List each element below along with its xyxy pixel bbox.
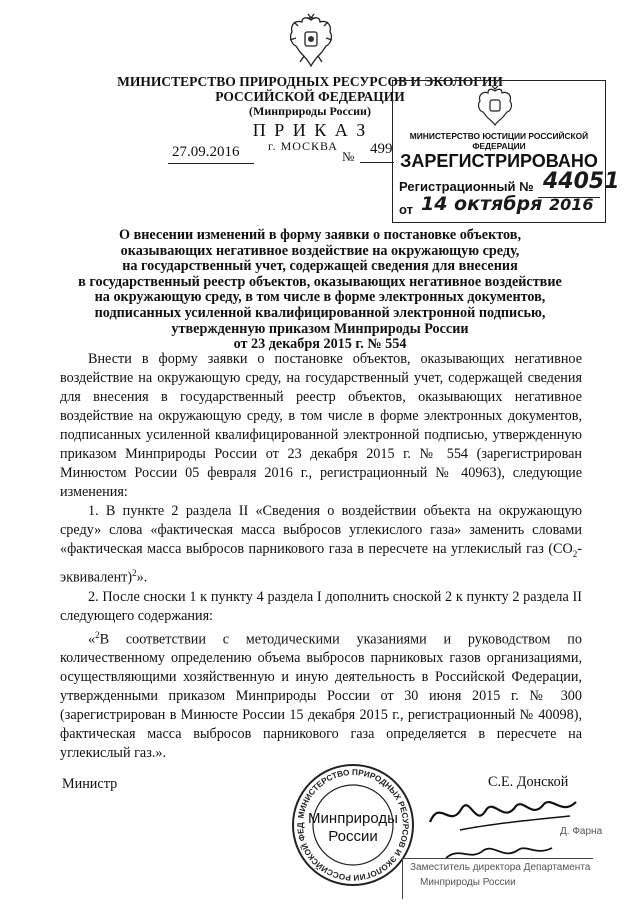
- intro-paragraph: Внести в форму заявки о постановке объектов, оказывающих негативное воздействие на окружающую среду, на государственный учет, содержащей сведения для внесения в государственный реестр объектов, оказывающих негативное воздействие на окружающую среду, в том числе в форме электронных документов, подписанных усиленной квалифицированной электронной подписью, утвержденную приказом Минприроды России от 23 декабря 2015 г. № 554 (зарегистрирован Минюстом России 05 февраля 2016 г., регистрационный № 40963), следующие изменения:: [60, 351, 582, 500]
- ministry-name-line2: РОССИЙСКОЙ ФЕДЕРАЦИИ: [215, 89, 405, 104]
- title-line: на государственный учет, содержащей сведения для внесения: [122, 258, 518, 275]
- copy-stamp-right: Д. Фарна: [560, 826, 603, 837]
- seal-center-line2: России: [328, 828, 378, 845]
- copy-stamp-line2: Минприроды России: [420, 877, 516, 888]
- document-title: [50, 228, 590, 353]
- ministry-seal: [290, 762, 416, 888]
- registered-status: ЗАРЕГИСТРИРОВАНО: [400, 151, 598, 171]
- title-line: от 23 декабря 2015 г. № 554: [233, 336, 407, 353]
- title-line: на окружающую среду, в том числе в форме электронных документов,: [94, 289, 546, 306]
- title-line: оказывающих негативное воздействие на окружающую среду,: [120, 242, 520, 259]
- order-body: [60, 350, 582, 763]
- footnote-quote: «$^2$В соответствии с методическими указаниями и руководством по количественному определению объема выбросов парниковых газов организациями, осуществляющими хозяйственную и иную деятельность в Российской Федерации, утвержденными приказом Минприроды России от 30 июня 2015 г. № 300 (зарегистрирован в Минюсте России 15 декабря 2015 г., регистрационный № 40098), фактическая масса выбросов парникового газа определяется в пересчете на углекислый газ.».: [60, 629, 582, 762]
- registration-date-prefix: от: [399, 202, 413, 217]
- copy-stamp-line1: Заместитель директора Департамента: [410, 862, 591, 873]
- seal-ring-text: МИНИСТЕРСТВО ПРИРОДНЫХ РЕСУРСОВ И ЭКОЛОГИИ РОССИЙСКОЙ ФЕД: [295, 767, 411, 883]
- registration-number: 44051: [543, 169, 620, 194]
- signatory-name: С.Е. Донской: [488, 774, 569, 790]
- justice-coat-of-arms-icon: [475, 85, 515, 127]
- order-date: 27.09.2016: [172, 144, 240, 160]
- document-type: П Р И К А З: [252, 120, 368, 140]
- order-number-sign: №: [342, 149, 355, 164]
- order-city: г. МОСКВА: [268, 139, 338, 153]
- coat-of-arms-icon: [286, 12, 336, 70]
- order-number: 499: [370, 141, 393, 157]
- signatory-position: Министр: [62, 776, 118, 792]
- title-line: О внесении изменений в форму заявки о постановке объектов,: [118, 227, 522, 243]
- registration-date-handwritten: 14 октября: [421, 193, 543, 215]
- ministry-name-line1: МИНИСТЕРСТВО ПРИРОДНЫХ РЕСУРСОВ И ЭКОЛОГИИ: [117, 74, 503, 89]
- registration-stamp: [392, 80, 620, 223]
- item-2-paragraph: 2. После сноски 1 к пункту 4 раздела I дополнить сноской 2 к пункту 2 раздела II следующего содержания:: [60, 588, 582, 624]
- justice-ministry-name: МИНИСТЕРСТВО ЮСТИЦИИ РОССИЙСКОЙ ФЕДЕРАЦИИ: [409, 131, 589, 151]
- title-line: в государственный реестр объектов, оказывающих негативное воздействие: [78, 273, 562, 290]
- date-underline: [168, 163, 254, 164]
- title-line: утвержденную приказом Минприроды России: [171, 320, 469, 337]
- number-underline: [360, 162, 394, 163]
- registration-year: 2016: [549, 195, 594, 214]
- registration-number-label: Регистрационный №: [399, 179, 534, 194]
- seal-center-line1: Минприроды: [308, 810, 398, 827]
- item-1-paragraph: 1. В пункте 2 раздела II «Сведения о воздействии объекта на окружающую среду» слова «фактическая масса выбросов углекислого газа» заменить словами «фактическая масса выбросов парникового газа в пересчете на углекислый газ ($CO_2-$ эквивалент)$^2$».: [60, 503, 582, 586]
- ministry-short-name: (Минприроды России): [249, 104, 371, 118]
- title-line: подписанных усиленной квалифицированной электронной подписью,: [94, 304, 546, 321]
